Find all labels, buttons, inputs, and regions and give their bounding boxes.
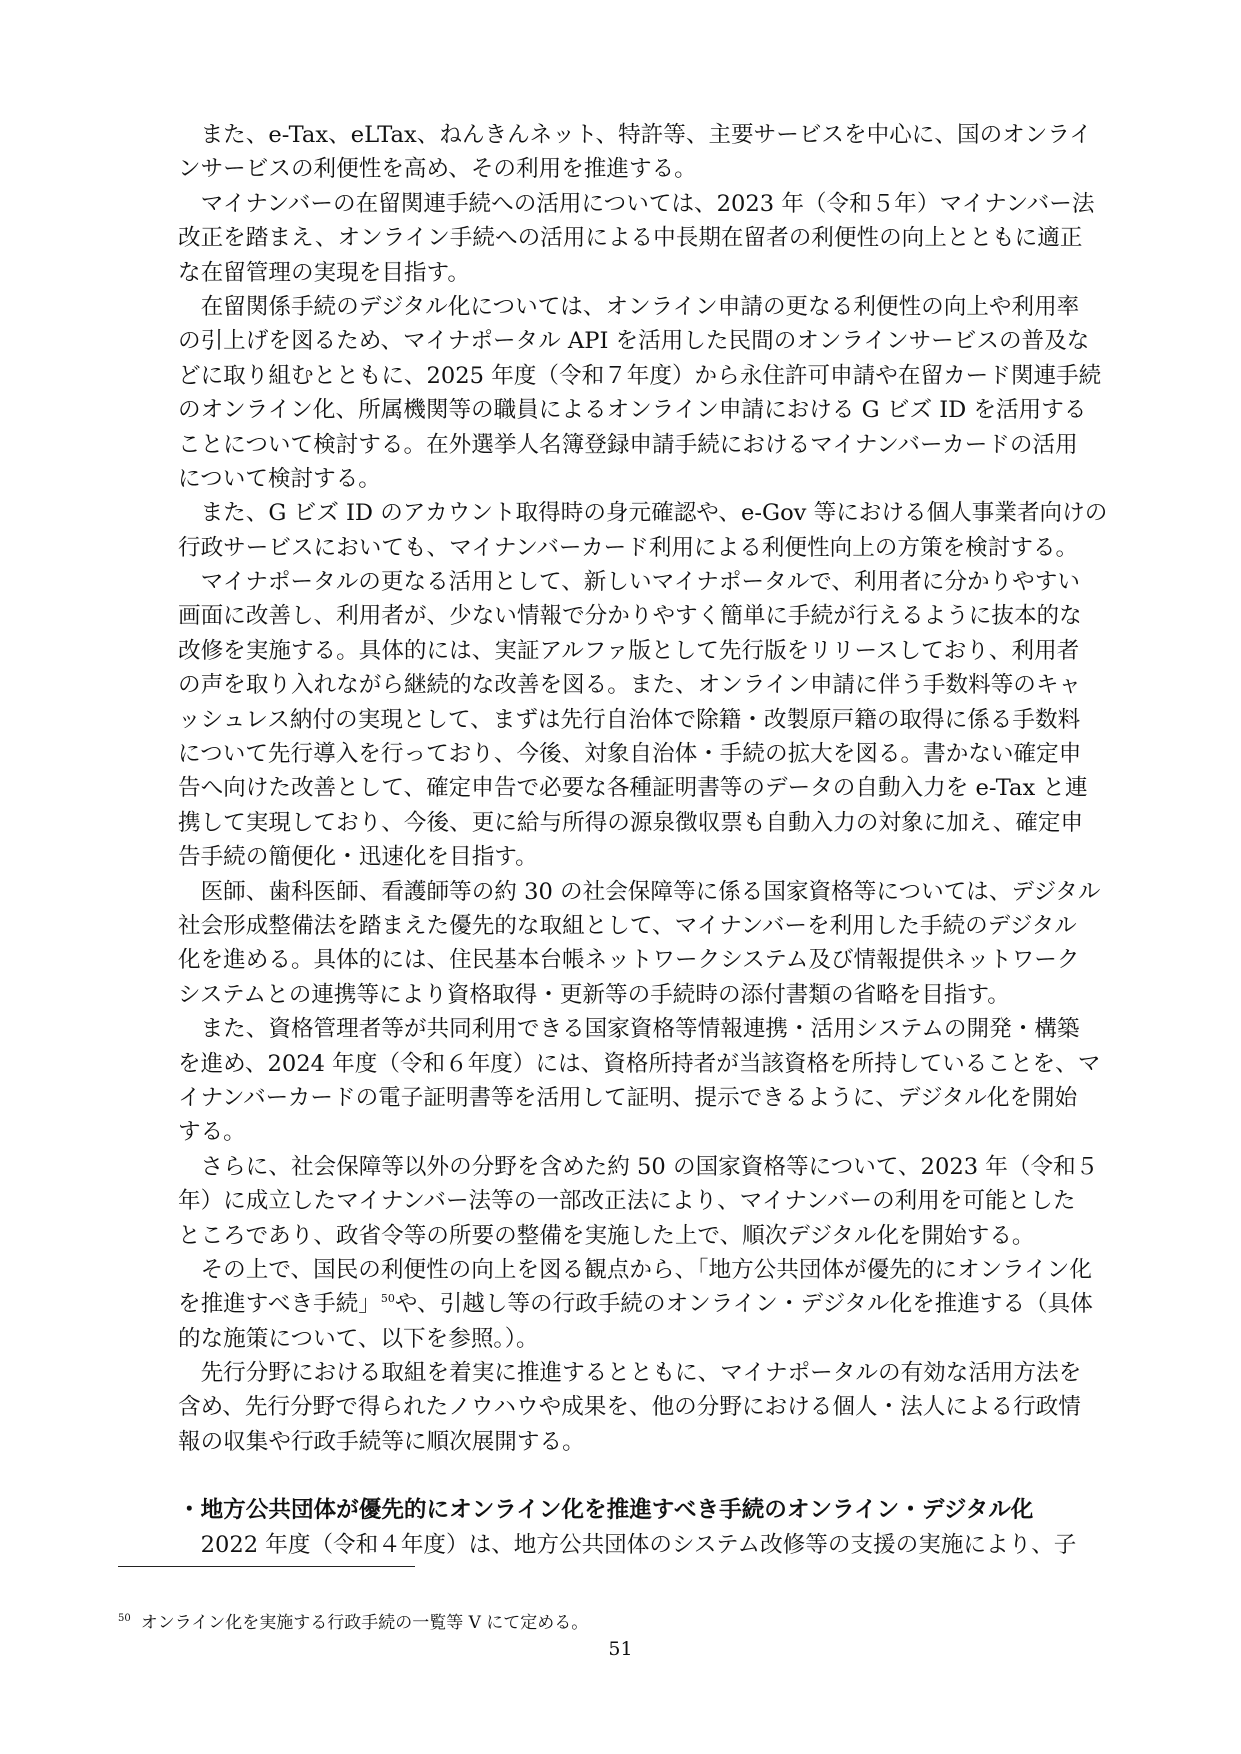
text-line: する。 bbox=[178, 1119, 246, 1146]
text-line-with-footnote-ref bbox=[178, 1287, 1118, 1321]
text-line: ッシュレス納付の実現として、まずは先行自治体で除籍・改製原戸籍の取得に係る手数料 bbox=[178, 706, 1081, 733]
text-line: の引上げを図るため、マイナポータル API を活用した民間のオンラインサービスの普及な bbox=[178, 328, 1090, 355]
text-span: を推進すべき手続」 bbox=[178, 1291, 381, 1318]
text-line: 先行分野における取組を着実に推進するとともに、マイナポータルの有効な活用方法を bbox=[178, 1360, 1082, 1387]
text-line: また、e-Tax、eLTax、ねんきんネット、特許等、主要サービスを中心に、国のオンライ bbox=[178, 122, 1092, 148]
body-text bbox=[178, 118, 1118, 1562]
text-line: 画面に改善し、利用者が、少ない情報で分かりやすく簡単に手続が行えるように抜本的な bbox=[178, 603, 1082, 630]
text-line: 社会形成整備法を踏まえた優先的な取組として、マイナンバーを利用した手続のデジタル bbox=[178, 912, 1077, 939]
text-line: の声を取り入れながら継続的な改善を図る。また、オンライン申請に伴う手数料等のキャ bbox=[178, 672, 1082, 699]
text-line: 化を進める。具体的には、住民基本台帳ネットワークシステム及び情報提供ネットワーク bbox=[178, 947, 1080, 974]
text-line: マイナンバーの在留関連手続への活用については、2023 年（令和５年）マイナンバー法 bbox=[178, 190, 1095, 217]
text-line: システムとの連携等により資格取得・更新等の手続時の添付書類の省略を目指す。 bbox=[178, 981, 1010, 1008]
text-line: 的な施策について、以下を参照。）。 bbox=[178, 1325, 539, 1352]
text-line: 含め、先行分野で得られたノウハウや成果を、他の分野における個人・法人による行政情 bbox=[178, 1394, 1081, 1421]
text-line: 在留関係手続のデジタル化については、オンライン申請の更なる利便性の向上や利用率 bbox=[178, 293, 1080, 320]
footnote-text: オンライン化を実施する行政手続の一覧等 V にて定める。 bbox=[140, 1613, 589, 1633]
text-line: 携して実現しており、今後、更に給与所得の源泉徴収票も自動入力の対象に加え、確定申 bbox=[178, 809, 1084, 836]
text-line: のオンライン化、所属機関等の職員によるオンライン申請における G ビズ ID を活用する bbox=[178, 397, 1087, 424]
text-line: 行政サービスにおいても、マイナンバーカード利用による利便性向上の方策を検討する。 bbox=[178, 534, 1079, 561]
footnote-reference[interactable]: 50 bbox=[380, 1292, 395, 1306]
text-line: ことについて検討する。在外選挙人名簿登録申請手続におけるマイナンバーカードの活用 bbox=[178, 431, 1078, 458]
text-line: 年）に成立したマイナンバー法等の一部改正法により、マイナンバーの利用を可能とした bbox=[178, 1188, 1076, 1215]
text-line: 改修を実施する。具体的には、実証アルファ版として先行版をリリースしており、利用者 bbox=[178, 637, 1080, 664]
text-line: を進め、2024 年度（令和６年度）には、資格所持者が当該資格を所持していることを、マ bbox=[178, 1050, 1101, 1077]
paragraph-spacer bbox=[178, 1459, 1118, 1493]
text-line: 改正を踏まえ、オンライン手続への活用による中長期在留者の利便性の向上とともに適正 bbox=[178, 225, 1083, 252]
text-span: や、引越し等の行政手続のオンライン・デジタル化を推進する（具体 bbox=[394, 1291, 1093, 1318]
text-line: その上で、国民の利便性の向上を図る観点から、「地方公共団体が優先的にオンライン化 bbox=[178, 1256, 1092, 1283]
text-line: 報の収集や行政手続等に順次展開する。 bbox=[178, 1428, 585, 1455]
text-line: イナンバーカードの電子証明書等を活用して証明、提示できるように、デジタル化を開始 bbox=[178, 1084, 1078, 1111]
text-line: どに取り組むとともに、2025 年度（令和７年度）から永住許可申請や在留カード関連手続 bbox=[178, 362, 1102, 389]
footnote-marker: 50 bbox=[118, 1613, 131, 1624]
footnote bbox=[118, 1608, 588, 1633]
text-line: ところであり、政省令等の所要の整備を実施した上で、順次デジタル化を開始する。 bbox=[178, 1222, 1035, 1249]
text-line: 医師、歯科医師、看護師等の約 30 の社会保障等に係る国家資格等については、デジタル bbox=[178, 878, 1101, 905]
text-line: な在留管理の実現を目指す。 bbox=[178, 259, 470, 286]
text-line: 2022 年度（令和４年度）は、地方公共団体のシステム改修等の支援の実施により、子 bbox=[178, 1531, 1077, 1558]
text-line: また、G ビズ ID のアカウント取得時の身元確認や、e-Gov 等における個人事業者向けの bbox=[178, 500, 1108, 527]
section-heading: ・地方公共団体が優先的にオンライン化を推進すべき手続のオンライン・デジタル化 bbox=[178, 1497, 1034, 1524]
text-line: 告手続の簡便化・迅速化を目指す。 bbox=[178, 844, 538, 871]
text-line: また、資格管理者等が共同利用できる国家資格等情報連携・活用システムの開発・構築 bbox=[178, 1016, 1080, 1043]
text-line: について先行導入を行っており、今後、対象自治体・手続の拡大を図る。書かない確定申 bbox=[178, 741, 1082, 768]
text-line: マイナポータルの更なる活用として、新しいマイナポータルで、利用者に分かりやすい bbox=[178, 569, 1080, 596]
page-number: 51 bbox=[608, 1638, 633, 1660]
text-line: 告へ向けた改善として、確定申告で必要な各種証明書等のデータの自動入力を e-Tax と連 bbox=[178, 775, 1088, 802]
text-line: について検討する。 bbox=[178, 465, 381, 492]
footnote-divider bbox=[118, 1566, 415, 1567]
text-line: さらに、社会保障等以外の分野を含めた約 50 の国家資格等について、2023 年（令和５ bbox=[178, 1153, 1099, 1180]
text-line: ンサービスの利便性を高め、その利用を推進する。 bbox=[178, 156, 697, 183]
